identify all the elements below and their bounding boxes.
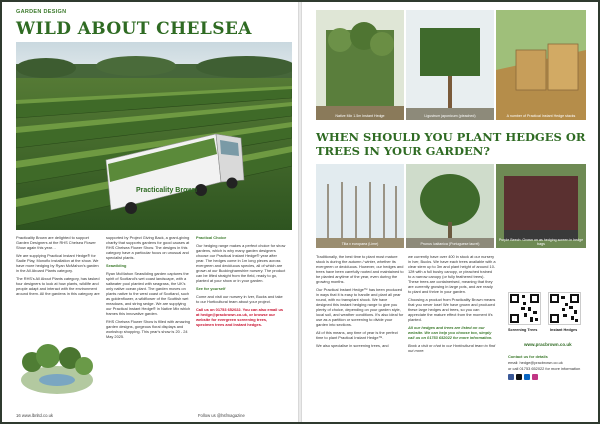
linkedin-icon[interactable]	[524, 374, 530, 380]
photo-caption-1: Native Mix 1.5m Instant Hedge	[335, 114, 385, 118]
instant-hedge-paragraph: Our Practical Instant Hedge™ has been produced in ways that it is easy to handle and plant all year round, with no transplant shock. We have designed this instant hedging range to give you plenty of choice, depending on your garden style, local soil, and weather conditions. It's also ideal for use as a partition or screening to divide your garden into sections.	[316, 287, 404, 327]
magazine-spread	[2, 2, 598, 422]
contact-box	[508, 354, 592, 374]
left-footer-social: Follow us @hsfmagazine	[198, 413, 245, 418]
anytime-paragraph: All of this means, any time of year is the perfect time to plant Practical Instant Hedge™.	[316, 330, 398, 340]
practical-choice-paragraph: Our hedging range makes a perfect choice for show gardens, which is why many garden designers choose our Practical Instant Hedge® year after year. The hedges come in 1m long pieces across evergreen and deciduous species, all of which are grown at our Buckinghamshire nursery. The product can be lifted straight from the field, ready to go, planted at your show or in your garden.	[196, 243, 286, 283]
instagram-icon[interactable]	[532, 374, 538, 380]
photo-caption-3: A number of Practical Instant Hedge stacks	[506, 114, 576, 118]
hedge-stacks-photo	[496, 10, 586, 120]
right-column-1	[316, 254, 404, 351]
qr-code-screening-trees[interactable]	[508, 292, 541, 325]
charity-paragraph: supported by Project Giving Back, a grant-giving charity that supports gardens for good causes at RHS Chelsea Flower Show. The designs in this category have a particular focus on unusual and specialist plants.	[106, 235, 190, 260]
choosing-paragraph: Choosing a product from Practicality Brown means that you never lose! We have grown and produced these large hedges and trees, so you can appreciate the mature effect from the moment it's planted.	[408, 297, 496, 322]
svg-text:Practicality Brown: Practicality Brown	[136, 187, 198, 194]
timing-paragraph: Traditionally, the best time to plant most mature stock is during the autumn / winter, whether its evergreen or deciduous. However, our hedges and trees have been carefully rooted and maintained to be planted anytime of the year, even during the growing months.	[316, 254, 404, 284]
garden-render-image	[18, 336, 96, 398]
purple-beech-photo	[496, 164, 586, 248]
facebook-icon[interactable]	[508, 374, 514, 380]
website-listing-paragraph: All our hedges and trees are listed on our website. We can help you choose too, simply call us on 01753 652022 for more information.	[408, 325, 493, 340]
right-headline: WHEN SHOULD YOU PLANT HEDGES OR TREES IN YOUR GARDEN?	[316, 130, 586, 158]
contact-title: Contact us for details	[508, 354, 548, 359]
see-yourself-subheading: See for yourself	[196, 286, 226, 291]
qr-label-screening-trees: Screening Trees	[508, 328, 538, 332]
lime-trees-photo	[316, 164, 404, 248]
seawilding-subheading: Seawilding	[106, 263, 127, 268]
page-headline: WILD ABOUT CHELSEA	[16, 19, 252, 39]
left-column-1	[16, 235, 102, 299]
screening-paragraph: We also specialise in screening trees, and	[316, 343, 389, 348]
left-page	[2, 2, 298, 422]
practical-choice-subheading: Practical Choice	[196, 235, 227, 240]
mid-caption-3: Purple Beech: Grown on as hedging screen in hedge bags	[498, 238, 584, 246]
contact-callout: Call us on 01753 652022. You can also email us at hedge@pracbrown.co.uk, or browse our website for evergreen screening trees, specimen trees and Instant hedges.	[196, 307, 284, 327]
right-page	[302, 2, 598, 422]
show-dates-paragraph: RHS Chelsea Flower Show is filled with amazing garden designs, gorgeous floral displays and workshop shopping. This year's show is 20 - 24 May 2025.	[106, 319, 190, 339]
stock-paragraph: we currently have over 400 in stock at our nursery in Iver, Bucks. We have each trees available with a clear stem up to 3m and plant height of around 10-12ft with a full bushy canopy, or pleached trained to a narrow canopy (or fully feathered trees). These trees are containerised, meaning that they are currently growing in large pots, and are ready to plant and thrive in your garden.	[408, 254, 496, 294]
seawilding-paragraph: Ryan McMahon Seawilding garden captures the spirit of Scotland's wet coast landscape, with a saltwater pool planted with seagrass, the UK's only native ocean plant. The garden moves on plants native to the west coast of Scotland, such as goldenflower, a wildflower of the Scottish wet meadows, and string sedge. We are supplying our Practical Instant Hedge® in Native Mix which frames this innovative garden.	[106, 271, 191, 316]
hero-photo-nursery-truck	[16, 42, 292, 230]
right-column-2	[408, 254, 496, 356]
x-icon[interactable]	[516, 374, 522, 380]
laurel-photo	[406, 164, 494, 248]
qr-label-instant-hedges: Instant Hedges	[550, 328, 578, 332]
native-mix-photo	[316, 10, 404, 120]
left-column-3	[196, 235, 286, 330]
category-paragraph: The RHS's All About Plants category, has tasked four designers to look at how plants, wildlife and people adapt and interact with the environment around them. All the gardens in this category are	[16, 276, 100, 296]
mid-caption-1: Tilia x europaea (Lime)	[341, 242, 379, 246]
visit-paragraph: Come and visit our nursery in Iver, Bucks and take to our Horticultural team about your project.	[196, 294, 283, 304]
qr-code-instant-hedges[interactable]	[548, 292, 581, 325]
intro-paragraph: Practicality Brown are delighted to support Garden Designers at the RHS Chelsea Flower Show again this year…	[16, 235, 96, 250]
contact-email[interactable]: email: hedge@pracbrown.co.uk	[508, 360, 563, 365]
supply-paragraph: We are supplying Practical Instant Hedge® for Sadie Play, Monoflo installation at the show. We have more hedging by Ryan McMahon's garden in the All Aboard Plants category.	[16, 253, 99, 273]
left-column-2	[106, 235, 192, 342]
section-kicker: GARDEN DESIGN	[16, 9, 67, 15]
mid-caption-2: Prunus lusitanica (Portuguese laurel)	[420, 242, 480, 246]
left-footer-page-number: 16 www.lbnltd.co.uk	[16, 413, 54, 418]
photo-caption-2: Ligustrum japonicum (pleached)	[424, 114, 476, 118]
book-visit-paragraph: Book a visit or chat to our Horticultural team to find out more.	[408, 343, 496, 353]
ligustrum-photo	[406, 10, 494, 120]
contact-phone: or call 01753 652022 for more information	[508, 366, 581, 371]
website-url[interactable]: www.pracbrown.co.uk	[524, 342, 572, 347]
